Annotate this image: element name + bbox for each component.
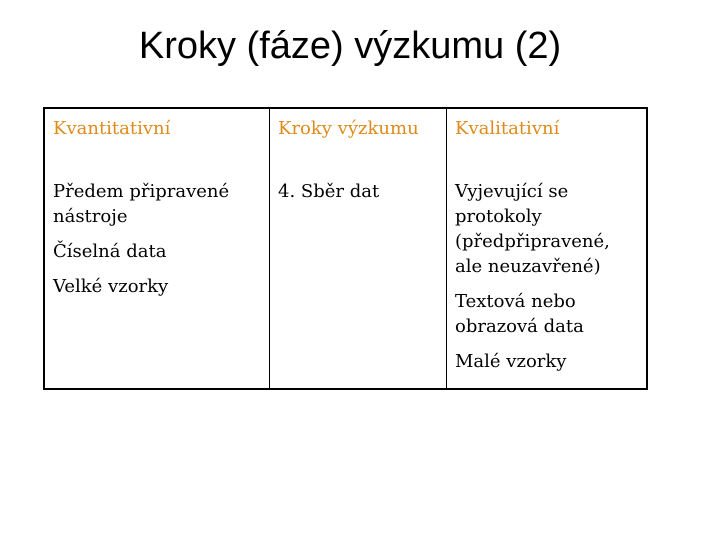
qualitative-line: ale neuzavřené) (455, 256, 601, 277)
qualitative-item (455, 179, 640, 279)
header-qualitative: Kvalitativní (455, 118, 560, 139)
qualitative-line: Vyjevující se (455, 181, 569, 202)
header-steps: Kroky výzkumu (278, 118, 419, 139)
header-cell-qualitative (446, 109, 646, 173)
quantitative-item (53, 179, 263, 229)
quantitative-line: Velké vzorky (53, 276, 169, 297)
step-item (278, 179, 440, 204)
header-cell-steps (269, 109, 446, 173)
qualitative-line: Malé vzorky (455, 351, 567, 372)
header-quantitative: Kvantitativní (53, 118, 171, 139)
qualitative-item (455, 289, 640, 339)
qualitative-line: obrazová data (455, 316, 584, 337)
step-line: 4. Sběr dat (278, 181, 380, 202)
body-cell-qualitative (446, 173, 646, 388)
quantitative-item (53, 239, 263, 264)
comparison-table (43, 107, 648, 390)
quantitative-line: nástroje (53, 206, 128, 227)
qualitative-line: (předpřipravené, (455, 231, 610, 252)
quantitative-line: Předem připravené (53, 181, 230, 202)
body-cell-step (269, 173, 446, 388)
header-cell-quantitative (45, 109, 269, 173)
quantitative-item (53, 274, 263, 299)
qualitative-line: Textová nebo (455, 291, 576, 312)
body-cell-quantitative (45, 173, 269, 388)
slide-title: Kroky (fáze) výzkumu (2) (138, 25, 562, 67)
qualitative-item (455, 349, 640, 374)
quantitative-line: Číselná data (53, 241, 167, 262)
qualitative-line: protokoly (455, 206, 542, 227)
